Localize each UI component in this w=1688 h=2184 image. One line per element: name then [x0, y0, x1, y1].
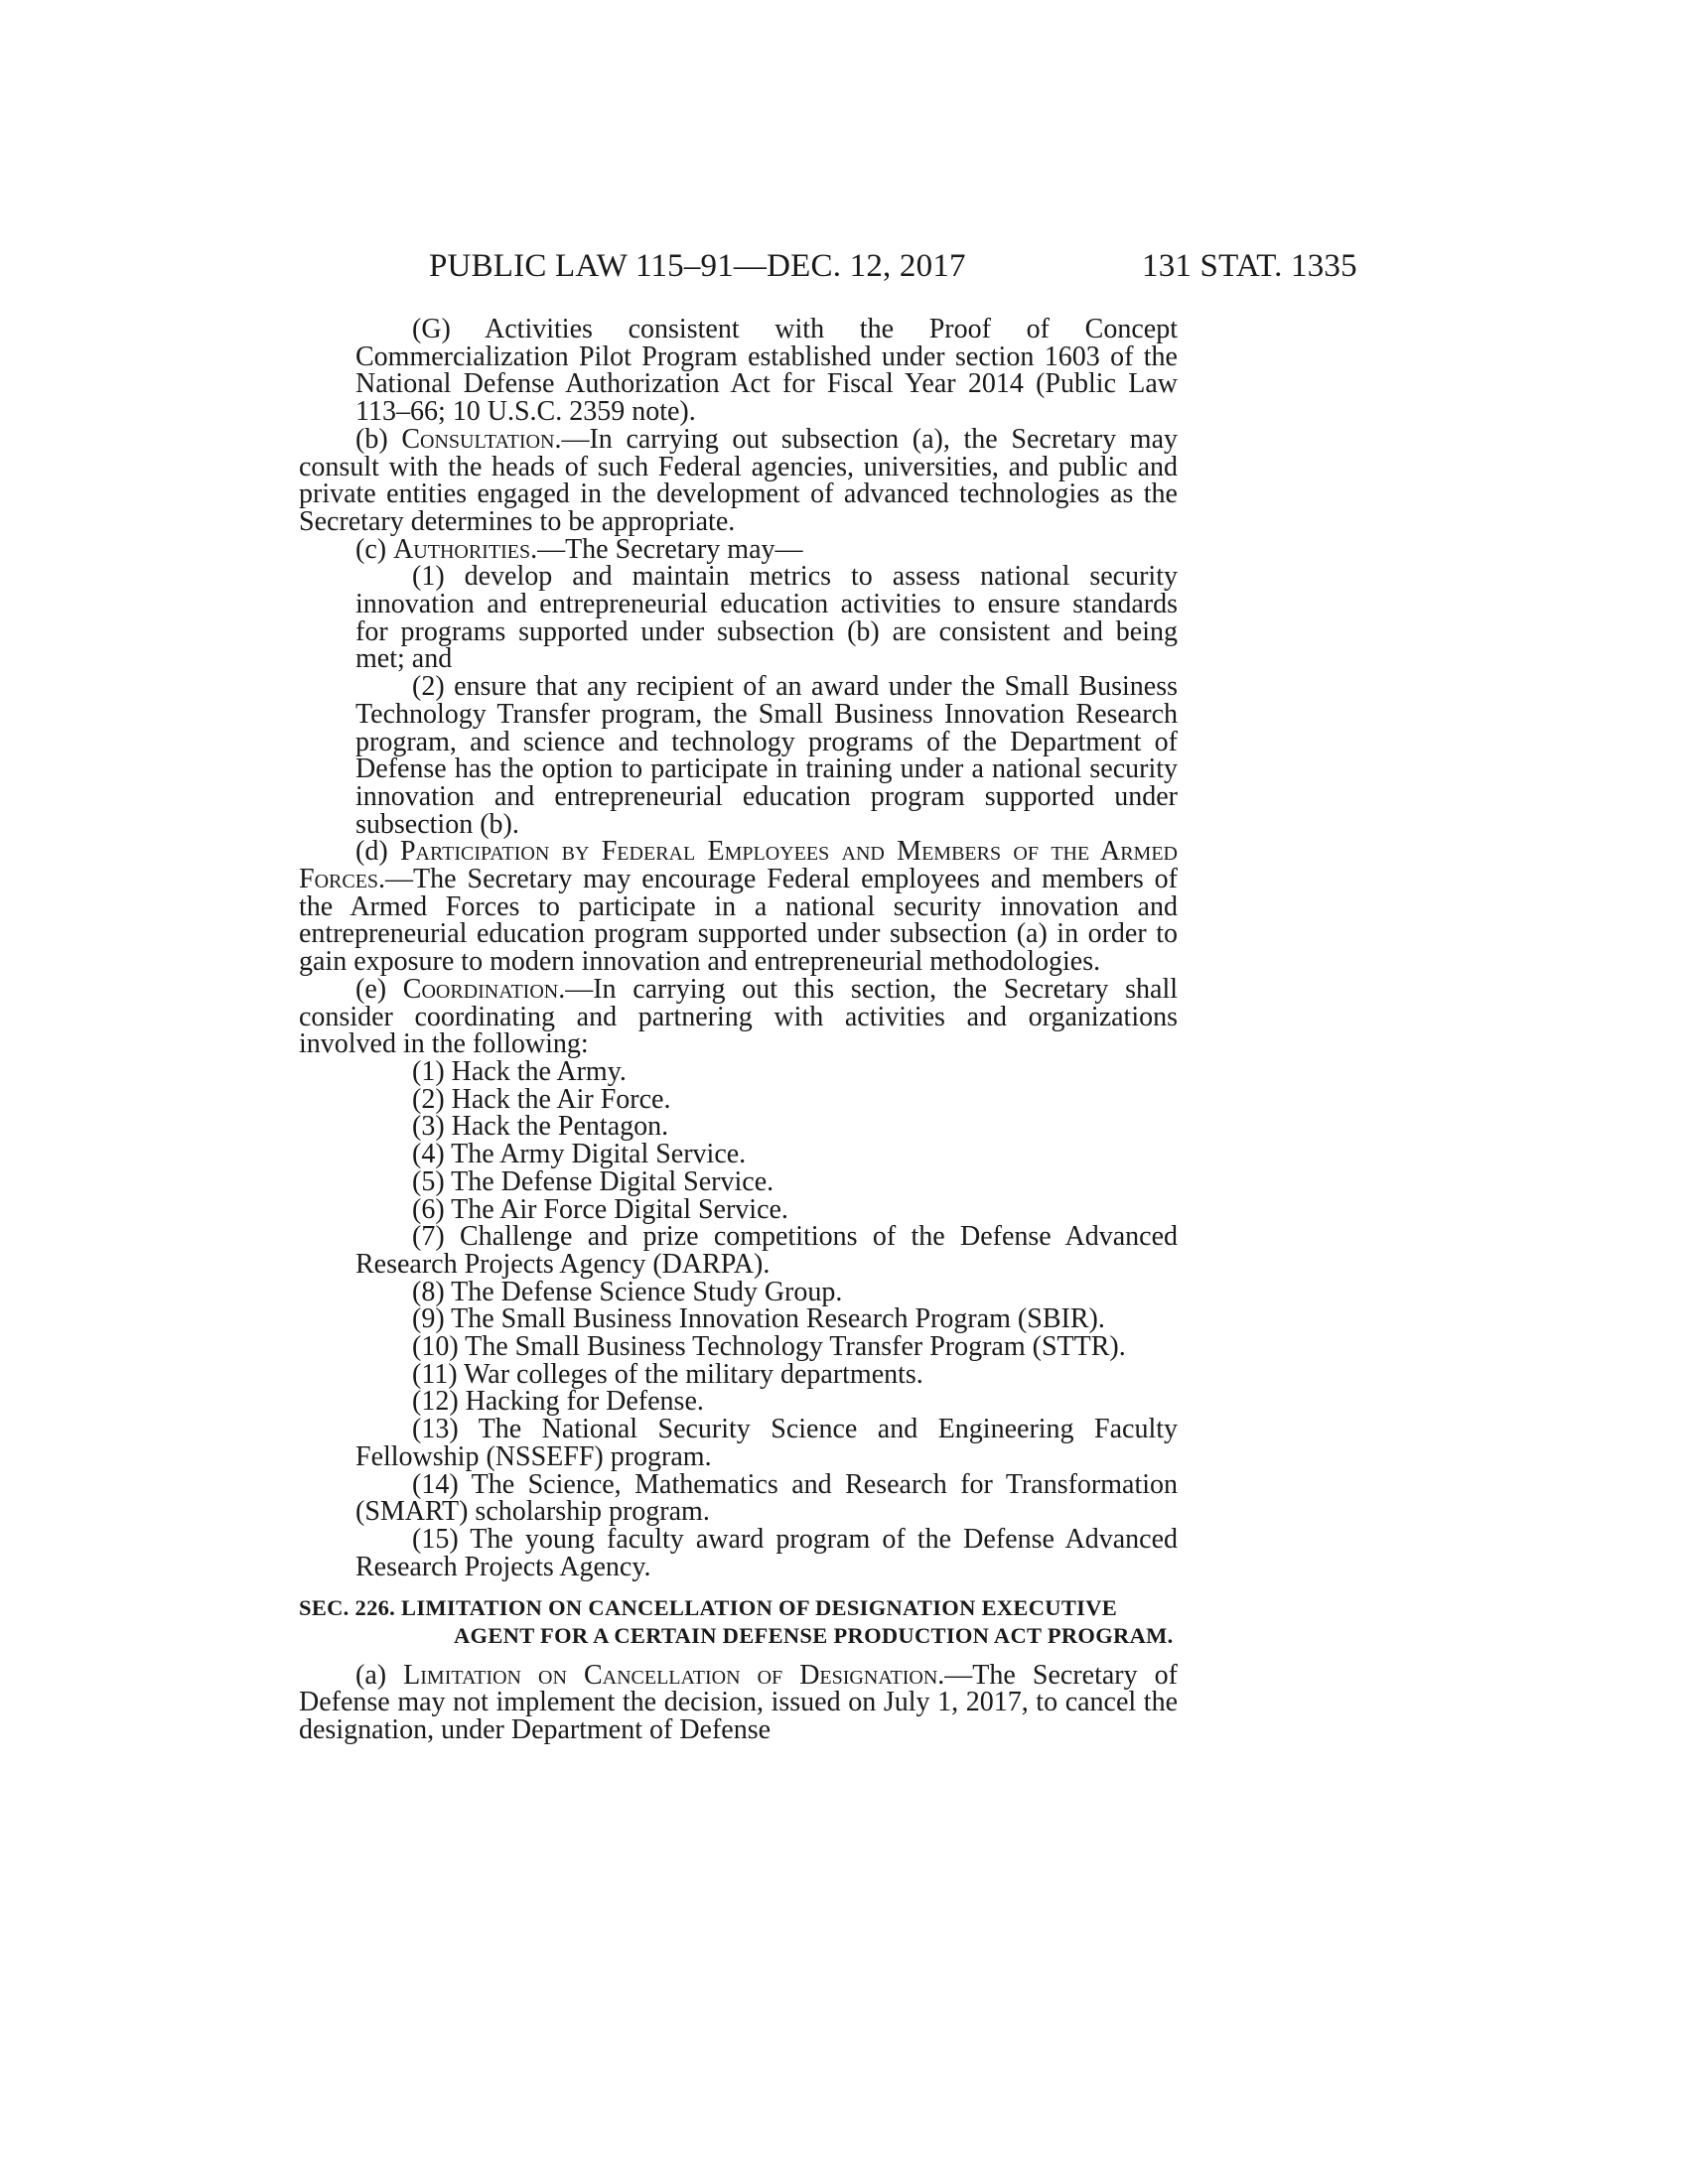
page-body [299, 316, 1178, 1744]
paragraph-g: (G) Activities consistent with the Proof of Concept Commercialization Pilot Program established under section 1603 of the National Defense Authorization Act for Fiscal Year 2014 (Public Law 113–66; 10 U.S.C. 2359 note). [355, 314, 1178, 428]
list-item: (13) The National Security Science and Engineering Faculty Fellowship (NSSEFF) program. [355, 1414, 1178, 1472]
list-item: (1) Hack the Army. [412, 1055, 627, 1087]
section-226-subsection-a [299, 1659, 1178, 1746]
list-item: (9) The Small Business Innovation Research Program (SBIR). [412, 1303, 1105, 1335]
list-item: (15) The young faculty award program of the Defense Advanced Research Projects Agency. [355, 1523, 1178, 1582]
subsection-a-text: .—The Secretary of Defense may not implement the decision, issued on July 1, 2017, to cancel the designation, under Department of Defense [299, 1659, 1178, 1746]
paragraph-c2: (2) ensure that any recipient of an award under the Small Business Technology Transfer program, the Small Business Innovation Research program, and science and technology programs of the Department of Defense has the option to participate in training under a national security innovation and entrepreneurial education program supported under subsection (b). [355, 671, 1178, 840]
subsection-d-label: (d) [355, 836, 400, 868]
subsection-b-label: (b) [355, 423, 402, 455]
subsection-e-text: .—In carrying out this section, the Secretary shall consider coordinating and partnering with activities and organizations involved in the following: [299, 973, 1178, 1060]
list-item: (6) The Air Force Digital Service. [412, 1193, 788, 1225]
subsection-e-heading: Coordination [402, 973, 559, 1005]
subsection-b-heading: Consultation [401, 423, 555, 455]
subsection-c-heading: Authorities [393, 533, 531, 565]
list-item: (8) The Defense Science Study Group. [412, 1276, 843, 1307]
list-item: (10) The Small Business Technology Transfer Program (STTR). [412, 1331, 1126, 1363]
paragraph-c1: (1) develop and maintain metrics to assess national security innovation and entrepreneurial education activities to ensure standards for programs supported under subsection (b) are consistent and being met; and [355, 561, 1178, 675]
subsection-d-text: .—The Secretary may encourage Federal employees and members of the Armed Forces to participate in a national security innovation and entrepreneurial education program supported under subsection (a) in order to gain exposure to modern innovation and entrepreneurial methodologies. [299, 864, 1178, 978]
subsection-c-label: (c) [355, 533, 394, 565]
list-item: (3) Hack the Pentagon. [412, 1111, 669, 1143]
running-header-law: PUBLIC LAW 115–91—DEC. 12, 2017 [429, 248, 966, 284]
list-item: (4) The Army Digital Service. [412, 1139, 747, 1170]
subsection-c-text: .—The Secretary may— [530, 533, 803, 565]
list-item: (14) The Science, Mathematics and Research for Transformation (SMART) scholarship program. [355, 1468, 1178, 1528]
subsection-b [299, 423, 1178, 537]
running-header-stat: 131 STAT. 1335 [1142, 248, 1357, 284]
subsection-e-label: (e) [355, 973, 403, 1005]
subsection-d [299, 838, 1178, 976]
section-heading: SEC. 226. LIMITATION ON CANCELLATION OF DESIGNATION EXECUTIVE AGENT FOR A CERTAIN DEFENSE PRODUCTION ACT PROGRAM. [299, 1595, 1174, 1649]
list-item: (5) The Defense Digital Service. [412, 1165, 774, 1197]
list-item: (12) Hacking for Defense. [412, 1386, 704, 1418]
subsection-b-text: .—In carrying out subsection (a), the Secretary may consult with the heads of such Federal agencies, universities, and public and private entities engaged in the development of advanced technologies as the Secretary determines to be appropriate. [299, 423, 1178, 537]
subsection-c [299, 533, 1178, 565]
list-item: (7) Challenge and prize competitions of the Defense Advanced Research Projects Agency (DARPA). [355, 1221, 1178, 1280]
subsection-d-heading: Participation by Federal Employees and Members of the Armed Forces [299, 836, 1178, 895]
list-item: (11) War colleges of the military departments. [412, 1358, 923, 1390]
subsection-a-label: (a) [355, 1659, 404, 1691]
list-item: (2) Hack the Air Force. [412, 1083, 671, 1115]
subsection-a-heading: Limitation on Cancellation of Designation [403, 1659, 938, 1691]
subsection-e [299, 973, 1178, 1060]
